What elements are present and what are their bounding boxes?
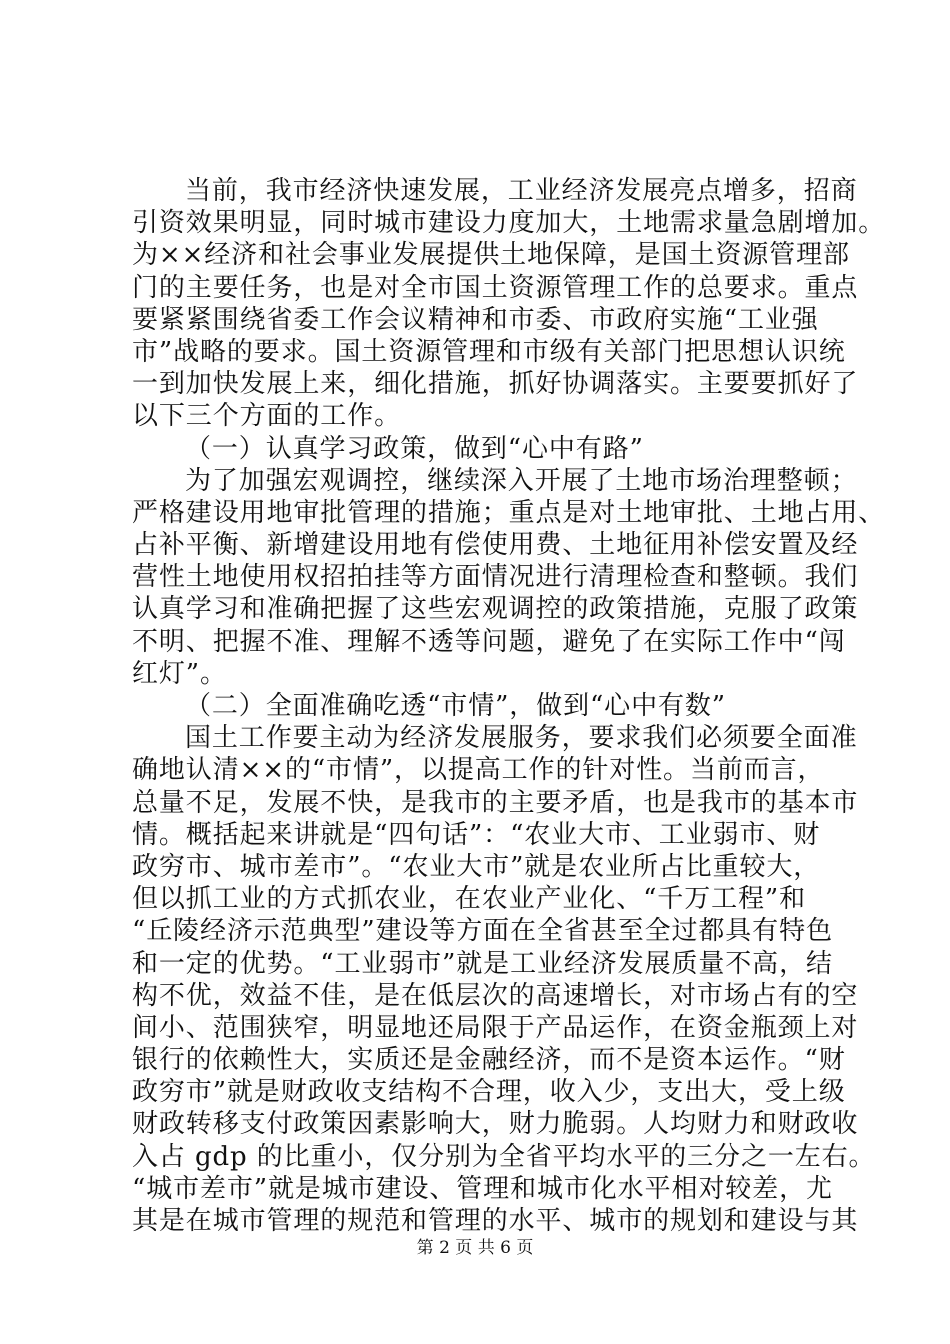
- text-line: 政穷市、城市差市”。“农业大市”就是农业所占比重较大，: [132, 851, 821, 882]
- page-footer: 第 2 页 共 6 页: [416, 1238, 534, 1258]
- text-line: 营性土地使用权招拍挂等方面情况进行清理检查和整顿。我们: [132, 562, 859, 593]
- text-line: 间小、范围狭窄，明显地还局限于产品运作，在资金瓶颈上对: [132, 1012, 859, 1043]
- text-line: 为××经济和社会事业发展提供土地保障，是国土资源管理部: [132, 240, 850, 271]
- text-line: 认真学习和准确把握了这些宏观调控的政策措施，克服了政策: [132, 594, 859, 625]
- text-line: 引资效果明显，同时城市建设力度加大，土地需求量急剧增加。: [132, 208, 886, 239]
- text-line: 国土工作要主动为经济发展服务，要求我们必须要全面准: [185, 723, 858, 754]
- text-line: 确地认清××的“市情”，以提高工作的针对性。当前而言，: [132, 755, 825, 786]
- text-line: 红灯”。: [132, 658, 227, 689]
- text-line: 严格建设用地审批管理的措施；重点是对土地审批、土地占用、: [132, 497, 886, 528]
- text-line: （一）认真学习政策，做到“心中有路”: [185, 433, 644, 464]
- text-line: “城市差市”就是城市建设、管理和城市化水平相对较差，尤: [132, 1173, 833, 1204]
- text-line: 政穷市”就是财政收支结构不合理，收入少，支出大，受上级: [132, 1077, 846, 1108]
- text-line: 入占 gdp 的比重小，仅分别为全省平均水平的三分之一左右。: [132, 1141, 876, 1172]
- text-line: 一到加快发展上来，细化措施，抓好协调落实。主要要抓好了: [132, 369, 859, 400]
- text-line: “丘陵经济示范典型”建设等方面在全省甚至全过都具有特色: [132, 916, 833, 947]
- text-line: 构不优，效益不佳，是在低层次的高速增长，对市场占有的空: [132, 980, 859, 1011]
- text-line: 当前，我市经济快速发展，工业经济发展亮点增多，招商: [185, 176, 858, 206]
- text-line: 不明、把握不准、理解不透等问题，避免了在实际工作中“闯: [132, 626, 846, 657]
- text-line: 占补平衡、新增建设用地有偿使用费、土地征用补偿安置及经: [132, 530, 859, 561]
- text-line: 其是在城市管理的规范和管理的水平、城市的规划和建设与其: [132, 1206, 859, 1236]
- text-line: 情。概括起来讲就是“四句话”：“农业大市、工业弱市、财: [132, 819, 821, 850]
- text-line: 门的主要任务，也是对全市国土资源管理工作的总要求。重点: [132, 272, 859, 303]
- text-line: 总量不足，发展不快，是我市的主要矛盾，也是我市的基本市: [132, 787, 859, 818]
- text-line: 和一定的优势。“工业弱市”就是工业经济发展质量不高，结: [132, 948, 833, 979]
- document-body: [132, 175, 886, 1237]
- text-line: （二）全面准确吃透“市情”，做到“心中有数”: [185, 691, 726, 721]
- text-line: 以下三个方面的工作。: [132, 401, 402, 432]
- text-line: 为了加强宏观调控，继续深入开展了土地市场治理整顿；: [185, 465, 858, 496]
- text-line: 银行的依赖性大，实质还是金融经济，而不是资本运作。“财: [132, 1045, 846, 1076]
- text-line: 财政转移支付政策因素影响大，财力脆弱。人均财力和财政收: [132, 1109, 859, 1140]
- text-line: 市”战略的要求。国土资源管理和市级有关部门把思想认识统: [132, 336, 846, 367]
- text-line: 但以抓工业的方式抓农业，在农业产业化、“千万工程”和: [132, 884, 806, 915]
- text-line: 要紧紧围绕省委工作会议精神和市委、市政府实施“工业强: [132, 304, 819, 335]
